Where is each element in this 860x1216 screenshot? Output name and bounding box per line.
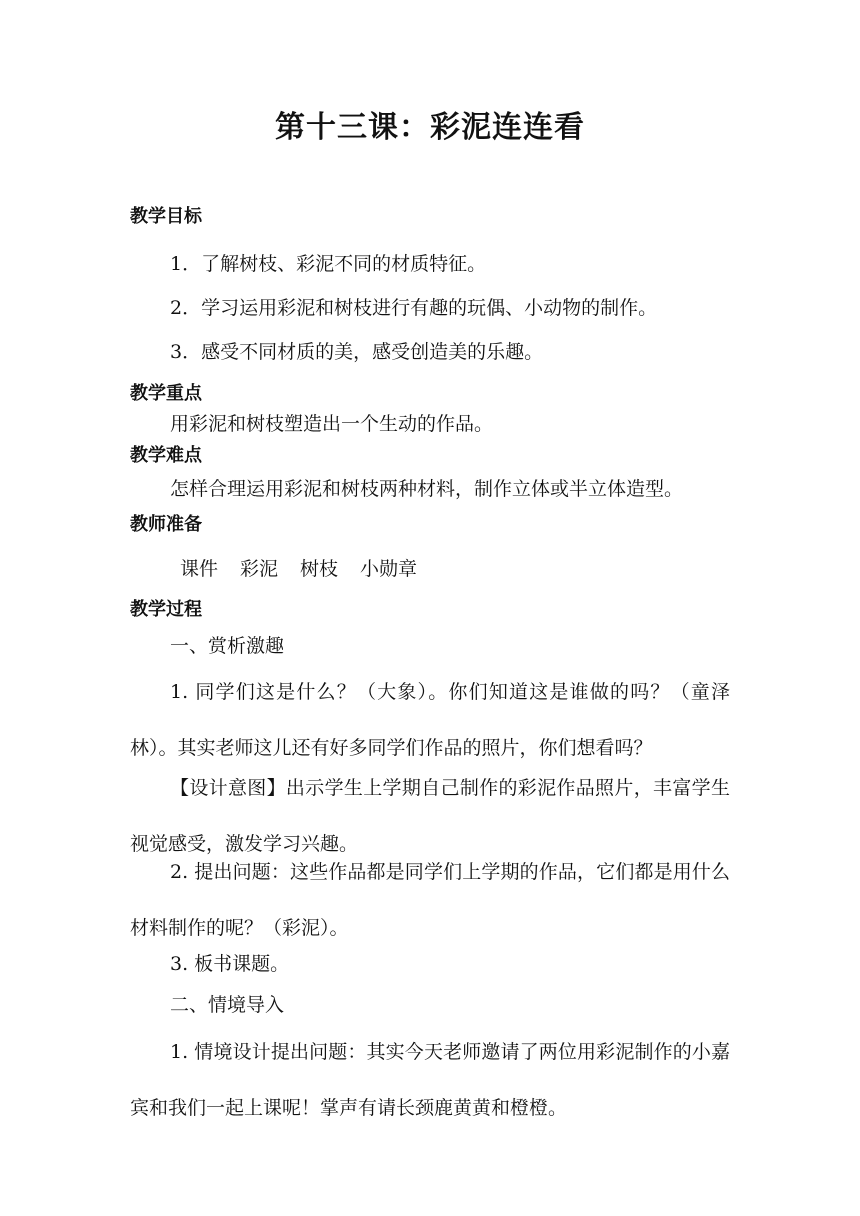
part1-paragraph-3: 3. 板书课题。 — [170, 953, 290, 975]
material-branches: 树枝 — [300, 558, 339, 580]
material-medal: 小勋章 — [360, 558, 418, 580]
page-title: 第十三课：彩泥连连看 — [275, 110, 585, 145]
objectives-heading: 教学目标 — [130, 206, 202, 227]
key-points-text: 用彩泥和树枝塑造出一个生动的作品。 — [170, 413, 494, 435]
process-heading: 教学过程 — [130, 599, 202, 620]
objective-item-2: 2．学习运用彩泥和树枝进行有趣的玩偶、小动物的制作。 — [170, 297, 658, 319]
material-clay: 彩泥 — [240, 558, 279, 580]
part1-heading: 一、赏析激趣 — [170, 635, 285, 657]
key-points-heading: 教学重点 — [130, 383, 202, 404]
preparation-heading: 教师准备 — [130, 514, 202, 535]
part1-paragraph-1: 1. 同学们这是什么？（大象）。你们知道这是谁做的吗？（童泽林）。其实老师这儿还有好多同学们作品的照片，你们想看吗？ — [130, 681, 730, 759]
difficulties-text: 怎样合理运用彩泥和树枝两种材料，制作立体或半立体造型。 — [170, 478, 684, 500]
difficulties-heading: 教学难点 — [130, 445, 202, 466]
material-courseware: 课件 — [180, 558, 219, 580]
objective-item-1: 1．了解树枝、彩泥不同的材质特征。 — [170, 253, 487, 275]
part2-heading: 二、情境导入 — [170, 994, 285, 1016]
objective-item-3: 3．感受不同材质的美，感受创造美的乐趣。 — [170, 341, 544, 363]
design-intent-paragraph: 【设计意图】出示学生上学期自己制作的彩泥作品照片，丰富学生视觉感受，激发学习兴趣。 — [130, 777, 730, 855]
preparation-list — [180, 557, 439, 581]
part2-paragraph-1: 1. 情境设计提出问题：其实今天老师邀请了两位用彩泥制作的小嘉宾和我们一起上课呢！掌声有请长颈鹿黄黄和橙橙。 — [130, 1041, 730, 1119]
part1-paragraph-2: 2. 提出问题：这些作品都是同学们上学期的作品，它们都是用什么材料制作的呢？（彩泥）。 — [130, 861, 730, 939]
